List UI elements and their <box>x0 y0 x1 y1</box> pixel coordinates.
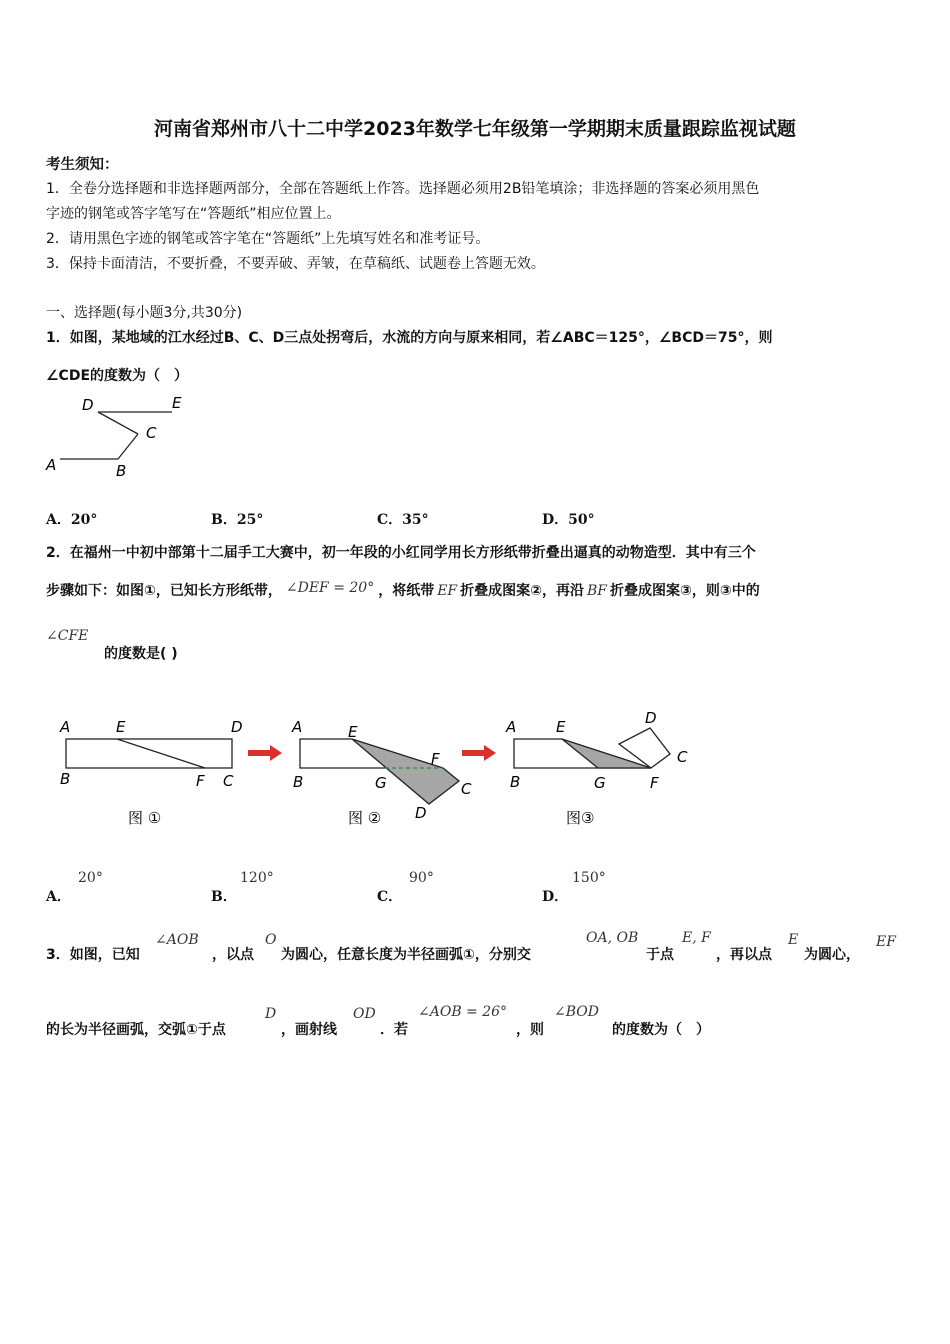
q2-option-c-letter: C． <box>377 889 403 905</box>
q2-math-ef: EF <box>437 583 458 599</box>
q2-f2-label-B: B <box>293 773 304 791</box>
q3-math-ef2: EF <box>876 934 896 950</box>
q2-f2-label-E: E <box>348 723 358 741</box>
q2-f2-label-G: G <box>375 774 387 792</box>
q2-figure <box>0 700 950 840</box>
q3-l2d: ，则 <box>516 1022 544 1038</box>
q2-f1-label-F: F <box>196 772 205 790</box>
q1-option-d <box>542 509 595 529</box>
q3-l1b: ，以点 <box>212 947 254 963</box>
q1-option-a-letter: A． <box>46 512 71 528</box>
q2-option-d-value: 150° <box>572 870 606 886</box>
q2-option-b-value: 120° <box>240 870 274 886</box>
q2-option-d-letter: D． <box>542 889 569 905</box>
q2-f2-label-D: D <box>415 804 427 822</box>
q2-caption-2: 图 ② <box>348 809 382 827</box>
q2-figure-2 <box>291 718 472 827</box>
q2-f2-label-C: C <box>461 780 472 798</box>
q3-math-aob26: ∠AOB = 26° <box>418 1004 508 1020</box>
q3-l2c: ．若 <box>380 1022 408 1038</box>
q2-math-bf: BF <box>587 583 608 599</box>
q2-line2b: ，将纸带 <box>378 583 435 599</box>
notice-3: 3．保持卡面清洁，不要折叠，不要弄破、弄皱，在草稿纸、试题卷上答题无效。 <box>46 256 545 272</box>
q1-label-E: E <box>172 394 182 412</box>
q2-line3: 的度数是( ) <box>104 646 178 662</box>
q1-label-B: B <box>116 462 127 480</box>
q1-label-C: C <box>146 424 157 442</box>
q3-l1a: 3．如图，已知 <box>46 947 140 963</box>
q2-caption-1: 图 ① <box>128 809 162 827</box>
q3-math-oaob: OA, OB <box>586 930 639 946</box>
q2-option-a-value: 20° <box>78 870 103 886</box>
q1-option-c-value: 35° <box>402 512 429 528</box>
page-title: 河南省郑州市八十二中学2023年数学七年级第一学期期末质量跟踪监视试题 <box>154 118 796 140</box>
q3-l1e: ，再以点 <box>716 947 772 963</box>
q2-option-a-letter: A． <box>46 889 71 905</box>
q1-line2: ∠CDE的度数为（ ） <box>46 368 189 384</box>
q2-f3-label-C: C <box>677 748 688 766</box>
q2-line2 <box>46 580 760 600</box>
q1-option-d-letter: D． <box>542 512 569 528</box>
q2-f3-label-F: F <box>650 774 659 792</box>
q2-option-c-value: 90° <box>409 870 434 886</box>
q1-label-D: D <box>82 396 94 414</box>
q3-l2a: 的长为半径画弧，交弧①于点 <box>46 1022 226 1038</box>
q1-option-b-value: 25° <box>236 512 264 528</box>
q2-math-def: ∠DEF = 20° <box>285 580 375 596</box>
notice-1b: 字迹的钢笔或答字笔写在“答题纸”相应位置上。 <box>46 206 341 222</box>
q2-figure-3 <box>505 709 688 827</box>
q3-l1c: 为圆心，任意长度为半径画弧①，分别交 <box>281 947 531 963</box>
q2-line2c: 折叠成图案②，再沿 <box>460 583 584 599</box>
q2-figure-1 <box>59 718 243 827</box>
q1-option-c-letter: C． <box>377 512 403 528</box>
q2-f2-label-F: F <box>431 750 440 768</box>
q1-option-d-value: 50° <box>568 512 595 528</box>
q2-caption-3: 图③ <box>566 809 595 827</box>
q2-math-cfe: ∠CFE <box>46 628 89 644</box>
q2-f1-label-A: A <box>60 718 71 736</box>
q3-math-d: D <box>265 1006 277 1022</box>
q2-f3-label-A: A <box>506 718 517 736</box>
q3-l1f: 为圆心， <box>804 947 860 963</box>
q3-l1d: 于点 <box>646 947 674 963</box>
q2-line2d: 折叠成图案③，则③中的 <box>610 583 760 599</box>
q3-l2e: 的度数为（ ） <box>612 1022 710 1038</box>
notice-1a: 1．全卷分选择题和非选择题两部分，全部在答题纸上作答。选择题必须用2B铅笔填涂；非选择题的答案必须用黑色 <box>46 181 760 197</box>
q2-f3-label-B: B <box>510 773 521 791</box>
q2-f2-label-A: A <box>292 718 303 736</box>
q3-math-o: O <box>265 932 277 948</box>
q3-math-od: OD <box>353 1006 376 1022</box>
q3-math-e: E <box>788 932 799 948</box>
q1-option-a-value: 20° <box>70 512 98 528</box>
q2-f1-label-C: C <box>223 772 234 790</box>
notice-heading: 考生须知： <box>46 157 119 173</box>
q1-figure <box>40 390 200 490</box>
q2-line2a: 步骤如下：如图①，已知长方形纸带， <box>46 583 282 599</box>
q1-label-A: A <box>46 456 57 474</box>
q3-math-aob: ∠AOB <box>155 932 199 948</box>
q2-line1: 2．在福州一中初中部第十二届手工大赛中，初一年段的小红同学用长方形纸带折叠出逼真的动物造型．其中有三个 <box>46 545 756 561</box>
q2-arrow-1 <box>248 745 282 761</box>
notice-2: 2．请用黑色字迹的钢笔或答字笔在“答题纸”上先填写姓名和准考证号。 <box>46 231 490 247</box>
q2-option-b-letter: B． <box>211 889 237 905</box>
q1-option-b <box>211 509 263 529</box>
q1-option-c <box>377 509 429 529</box>
q1-option-b-letter: B． <box>211 512 237 528</box>
q2-f1-label-E: E <box>116 718 126 736</box>
q1-line1: 1．如图，某地域的江水经过B、C、D三点处拐弯后，水流的方向与原来相同，若∠ABC＝125°，∠BCD＝75°，则 <box>46 330 773 346</box>
q2-f1-label-B: B <box>60 770 71 788</box>
q1-option-a <box>46 509 97 529</box>
q2-f3-label-E: E <box>556 718 566 736</box>
q3-math-ef: E, F <box>682 930 711 946</box>
q3-math-bod: ∠BOD <box>554 1004 599 1020</box>
q2-f3-label-G: G <box>594 774 606 792</box>
section-heading: 一、选择题(每小题3分,共30分) <box>46 305 243 321</box>
q3-l2b: ，画射线 <box>281 1022 337 1038</box>
q2-f1-label-D: D <box>231 718 243 736</box>
q2-f3-label-D: D <box>645 709 657 727</box>
q2-arrow-2 <box>462 745 496 761</box>
